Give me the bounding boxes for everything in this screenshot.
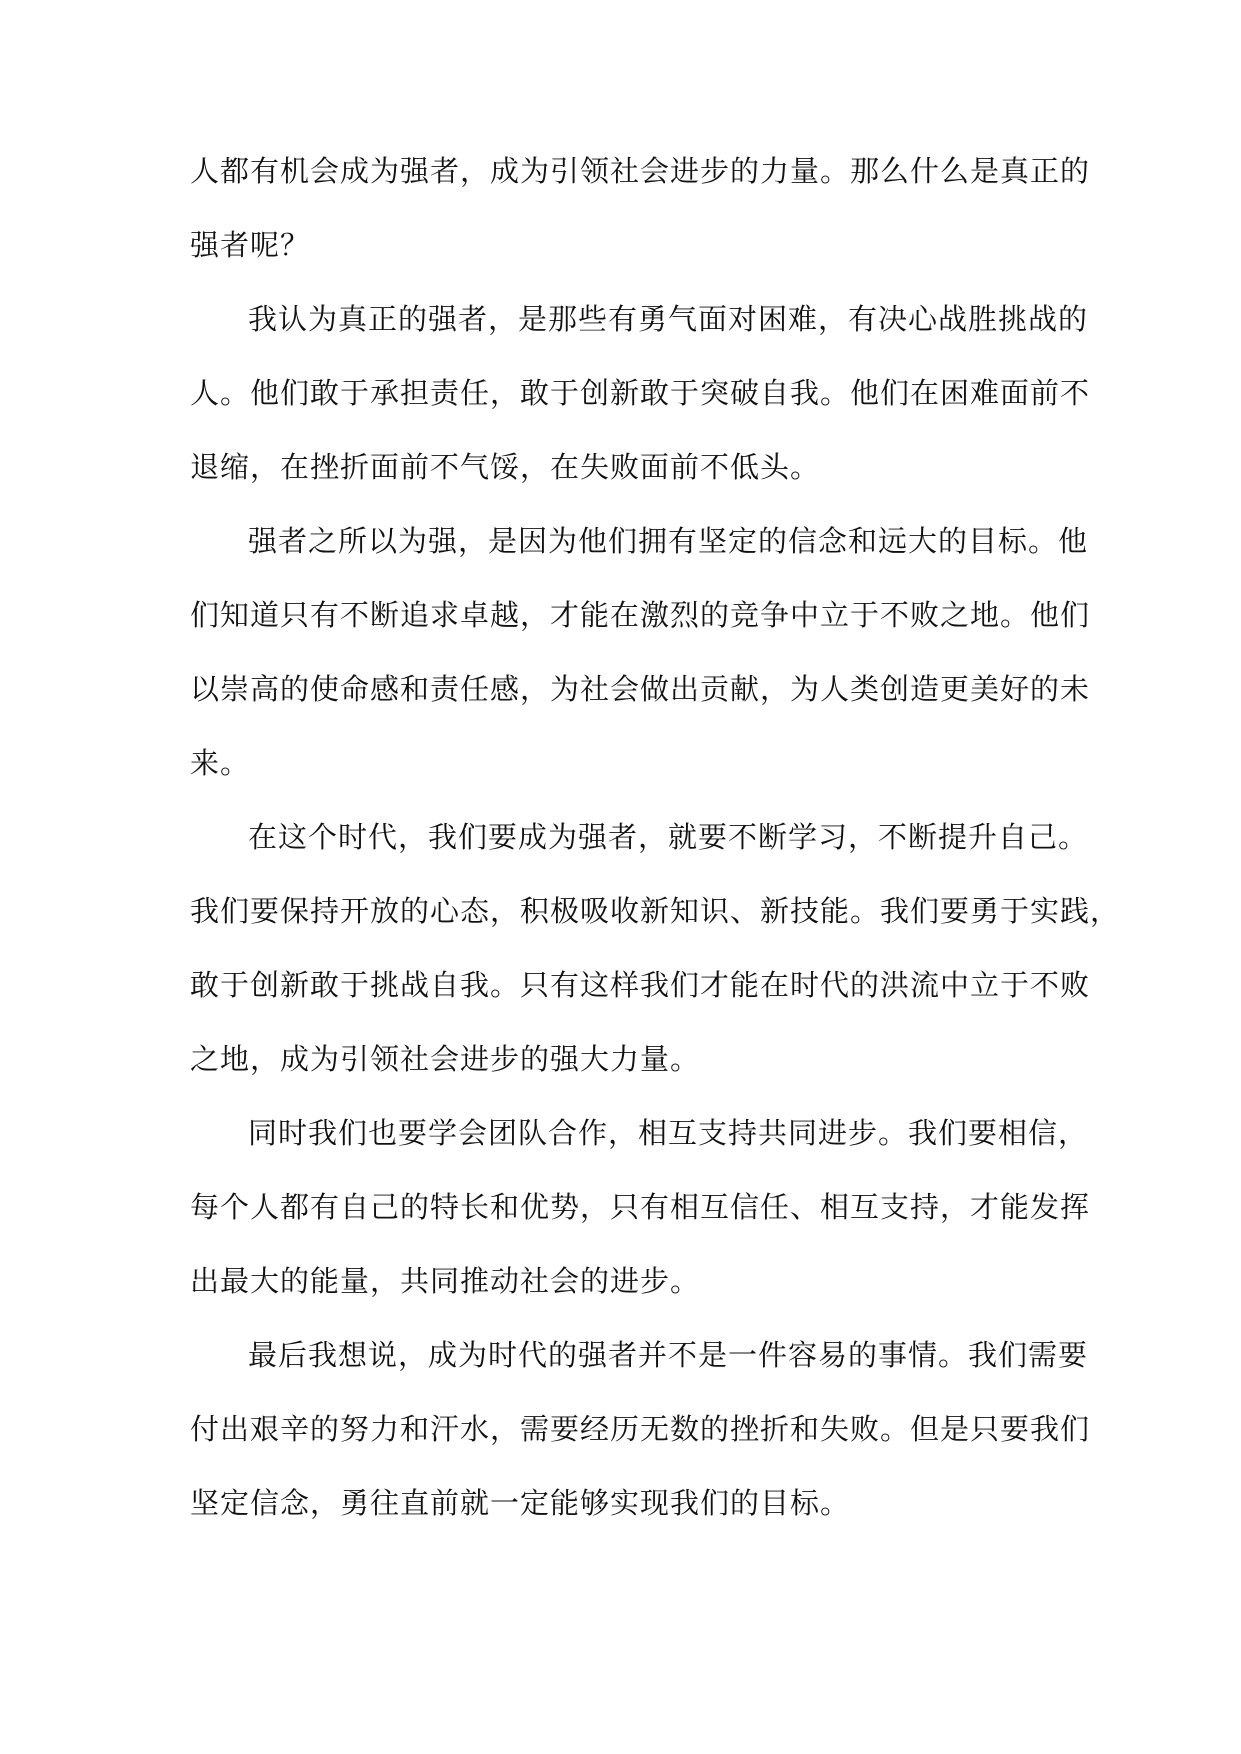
text-line: 最后我想说，成为时代的强者并不是一件容易的事情。我们需要 bbox=[248, 1338, 1089, 1372]
text-line: 坚定信念，勇往直前就一定能够实现我们的目标。 bbox=[190, 1486, 851, 1520]
text-line: 来。 bbox=[190, 746, 251, 780]
text-line: 付出艰辛的努力和汗水，需要经历无数的挫折和失败。但是只要我们 bbox=[190, 1412, 1091, 1446]
text-line: 之地，成为引领社会进步的强大力量。 bbox=[190, 1042, 701, 1076]
text-line: 以崇高的使命感和责任感，为社会做出贡献，为人类创造更美好的未 bbox=[190, 672, 1091, 706]
text-line: 强者呢？ bbox=[190, 228, 311, 262]
text-line: 每个人都有自己的特长和优势，只有相互信任、相互支持，才能发挥 bbox=[190, 1190, 1091, 1224]
text-line: 人。他们敢于承担责任，敢于创新敢于突破自我。他们在困难面前不 bbox=[190, 376, 1091, 410]
text-line: 我们要保持开放的心态，积极吸收新知识、新技能。我们要勇于实践， bbox=[190, 894, 1121, 928]
text-line: 出最大的能量，共同推动社会的进步。 bbox=[190, 1264, 701, 1298]
text-line: 我认为真正的强者，是那些有勇气面对困难，有决心战胜挑战的 bbox=[248, 302, 1089, 336]
text-line: 们知道只有不断追求卓越，才能在激烈的竞争中立于不败之地。他们 bbox=[190, 598, 1091, 632]
text-line: 退缩，在挫折面前不气馁，在失败面前不低头。 bbox=[190, 450, 821, 484]
text-line: 强者之所以为强，是因为他们拥有坚定的信念和远大的目标。他 bbox=[248, 524, 1089, 558]
text-line: 在这个时代，我们要成为强者，就要不断学习，不断提升自己。 bbox=[248, 820, 1089, 854]
text-line: 敢于创新敢于挑战自我。只有这样我们才能在时代的洪流中立于不败 bbox=[190, 968, 1091, 1002]
text-line: 人都有机会成为强者，成为引领社会进步的力量。那么什么是真正的 bbox=[190, 154, 1091, 188]
text-line: 同时我们也要学会团队合作，相互支持共同进步。我们要相信， bbox=[248, 1116, 1089, 1150]
